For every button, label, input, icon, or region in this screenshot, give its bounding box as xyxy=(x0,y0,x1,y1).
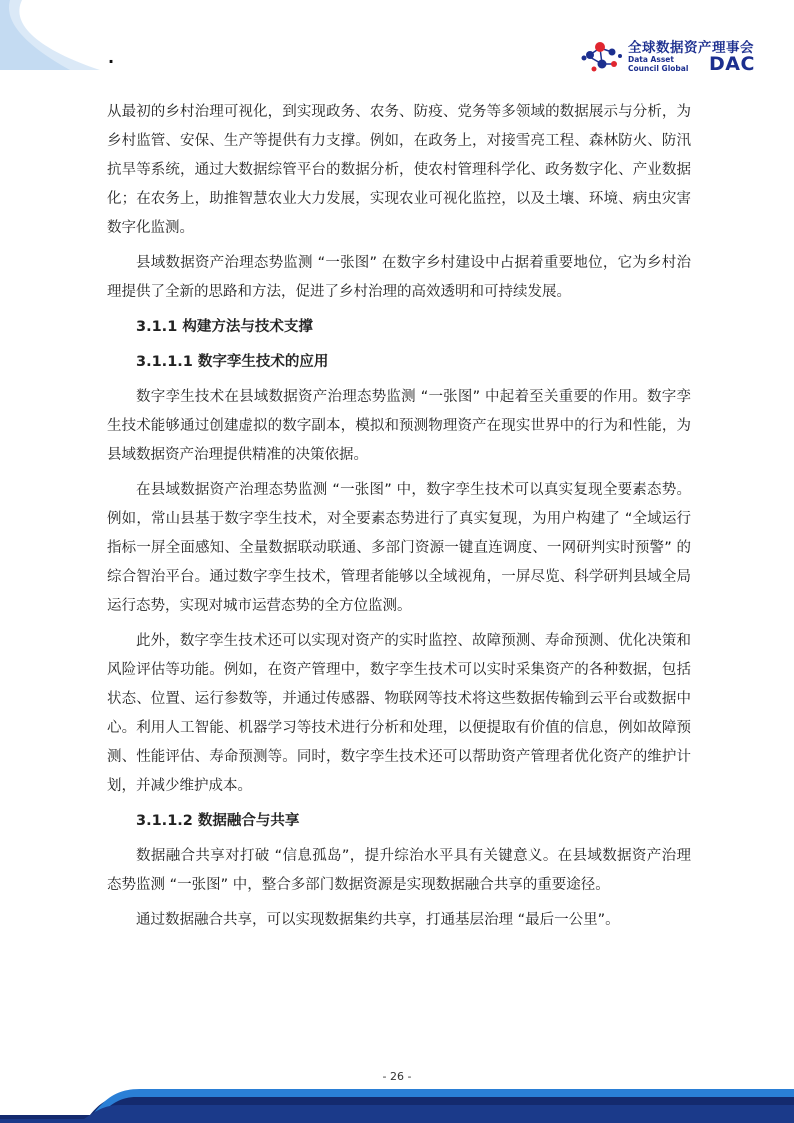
paragraph: 县域数据资产治理态势监测 “一张图” 在数字乡村建设中占据着重要地位，它为乡村治理提供了全新的思路和方法，促进了乡村治理的高效透明和可持续发展。 xyxy=(107,255,691,300)
molecule-logo-icon xyxy=(580,38,624,74)
document-body xyxy=(107,98,691,935)
footer-band-decoration xyxy=(0,1075,794,1123)
section-heading: 3.1.1 构建方法与技术支撑 xyxy=(136,319,313,335)
header-wave-decoration xyxy=(0,0,140,70)
header-dot: · xyxy=(108,52,115,71)
logo-name-en-line: Data Asset xyxy=(628,55,674,64)
paragraph: 从最初的乡村治理可视化，到实现政务、农务、防疫、党务等多领域的数据展示与分析，为乡村监管、安保、生产等提供有力支撑。例如，在政务上，对接雪亮工程、森林防火、防汛抗旱等系统，通过大数据综管平台的数据分析，使农村管理科学化、政务数字化、产业数据化；在农务上，助推智慧农业大力发展，实现农业可视化监控，以及土壤、环境、病虫灾害数字化监测。 xyxy=(107,104,691,236)
dac-logo xyxy=(580,36,776,78)
logo-name-en xyxy=(628,55,698,73)
logo-abbreviation: DAC xyxy=(709,53,755,75)
page-number: - 26 - xyxy=(382,1070,412,1083)
paragraph: 数字孪生技术在县域数据资产治理态势监测 “一张图” 中起着至关重要的作用。数字孪生技术能够通过创建虚拟的数字副本，模拟和预测物理资产在现实世界中的行为和性能，为县域数据资产治理提供精准的决策依据。 xyxy=(107,389,691,463)
paragraph: 此外，数字孪生技术还可以实现对资产的实时监控、故障预测、寿命预测、优化决策和风险评估等功能。例如，在资产管理中，数字孪生技术可以实时采集资产的各种数据，包括状态、位置、运行参数等，并通过传感器、物联网等技术将这些数据传输到云平台或数据中心。利用人工智能、机器学习等技术进行分析和处理，以便提取有价值的信息，例如故障预测、性能评估、寿命预测等。同时，数字孪生技术还可以帮助资产管理者优化资产的维护计划，并减少维护成本。 xyxy=(107,633,691,794)
subsection-heading: 3.1.1.1 数字孪生技术的应用 xyxy=(136,354,329,370)
paragraph: 在县域数据资产治理态势监测 “一张图” 中，数字孪生技术可以真实复现全要素态势。例如，常山县基于数字孪生技术，对全要素态势进行了真实复现，为用户构建了 “全域运行指标一屏全面感知、全量数据联动联通、多部门资源一键直连调度、一网研判实时预警” 的综合智治平台。通过数字孪生技术，管理者能够以全域视角，一屏尽览、科学研判县域全局运行态势，实现对城市运营态势的全方位监测。 xyxy=(107,482,691,614)
logo-name-en-line: Council Global xyxy=(628,64,689,73)
paragraph: 通过数据融合共享，可以实现数据集约共享，打通基层治理 “最后一公里”。 xyxy=(136,912,620,928)
paragraph: 数据融合共享对打破 “信息孤岛”，提升综治水平具有关键意义。在县域数据资产治理态势监测 “一张图” 中，整合多部门数据资源是实现数据融合共享的重要途径。 xyxy=(107,848,691,893)
subsection-heading: 3.1.1.2 数据融合与共享 xyxy=(136,813,300,829)
logo-name-cn: 全球数据资产理事会 xyxy=(628,40,754,56)
